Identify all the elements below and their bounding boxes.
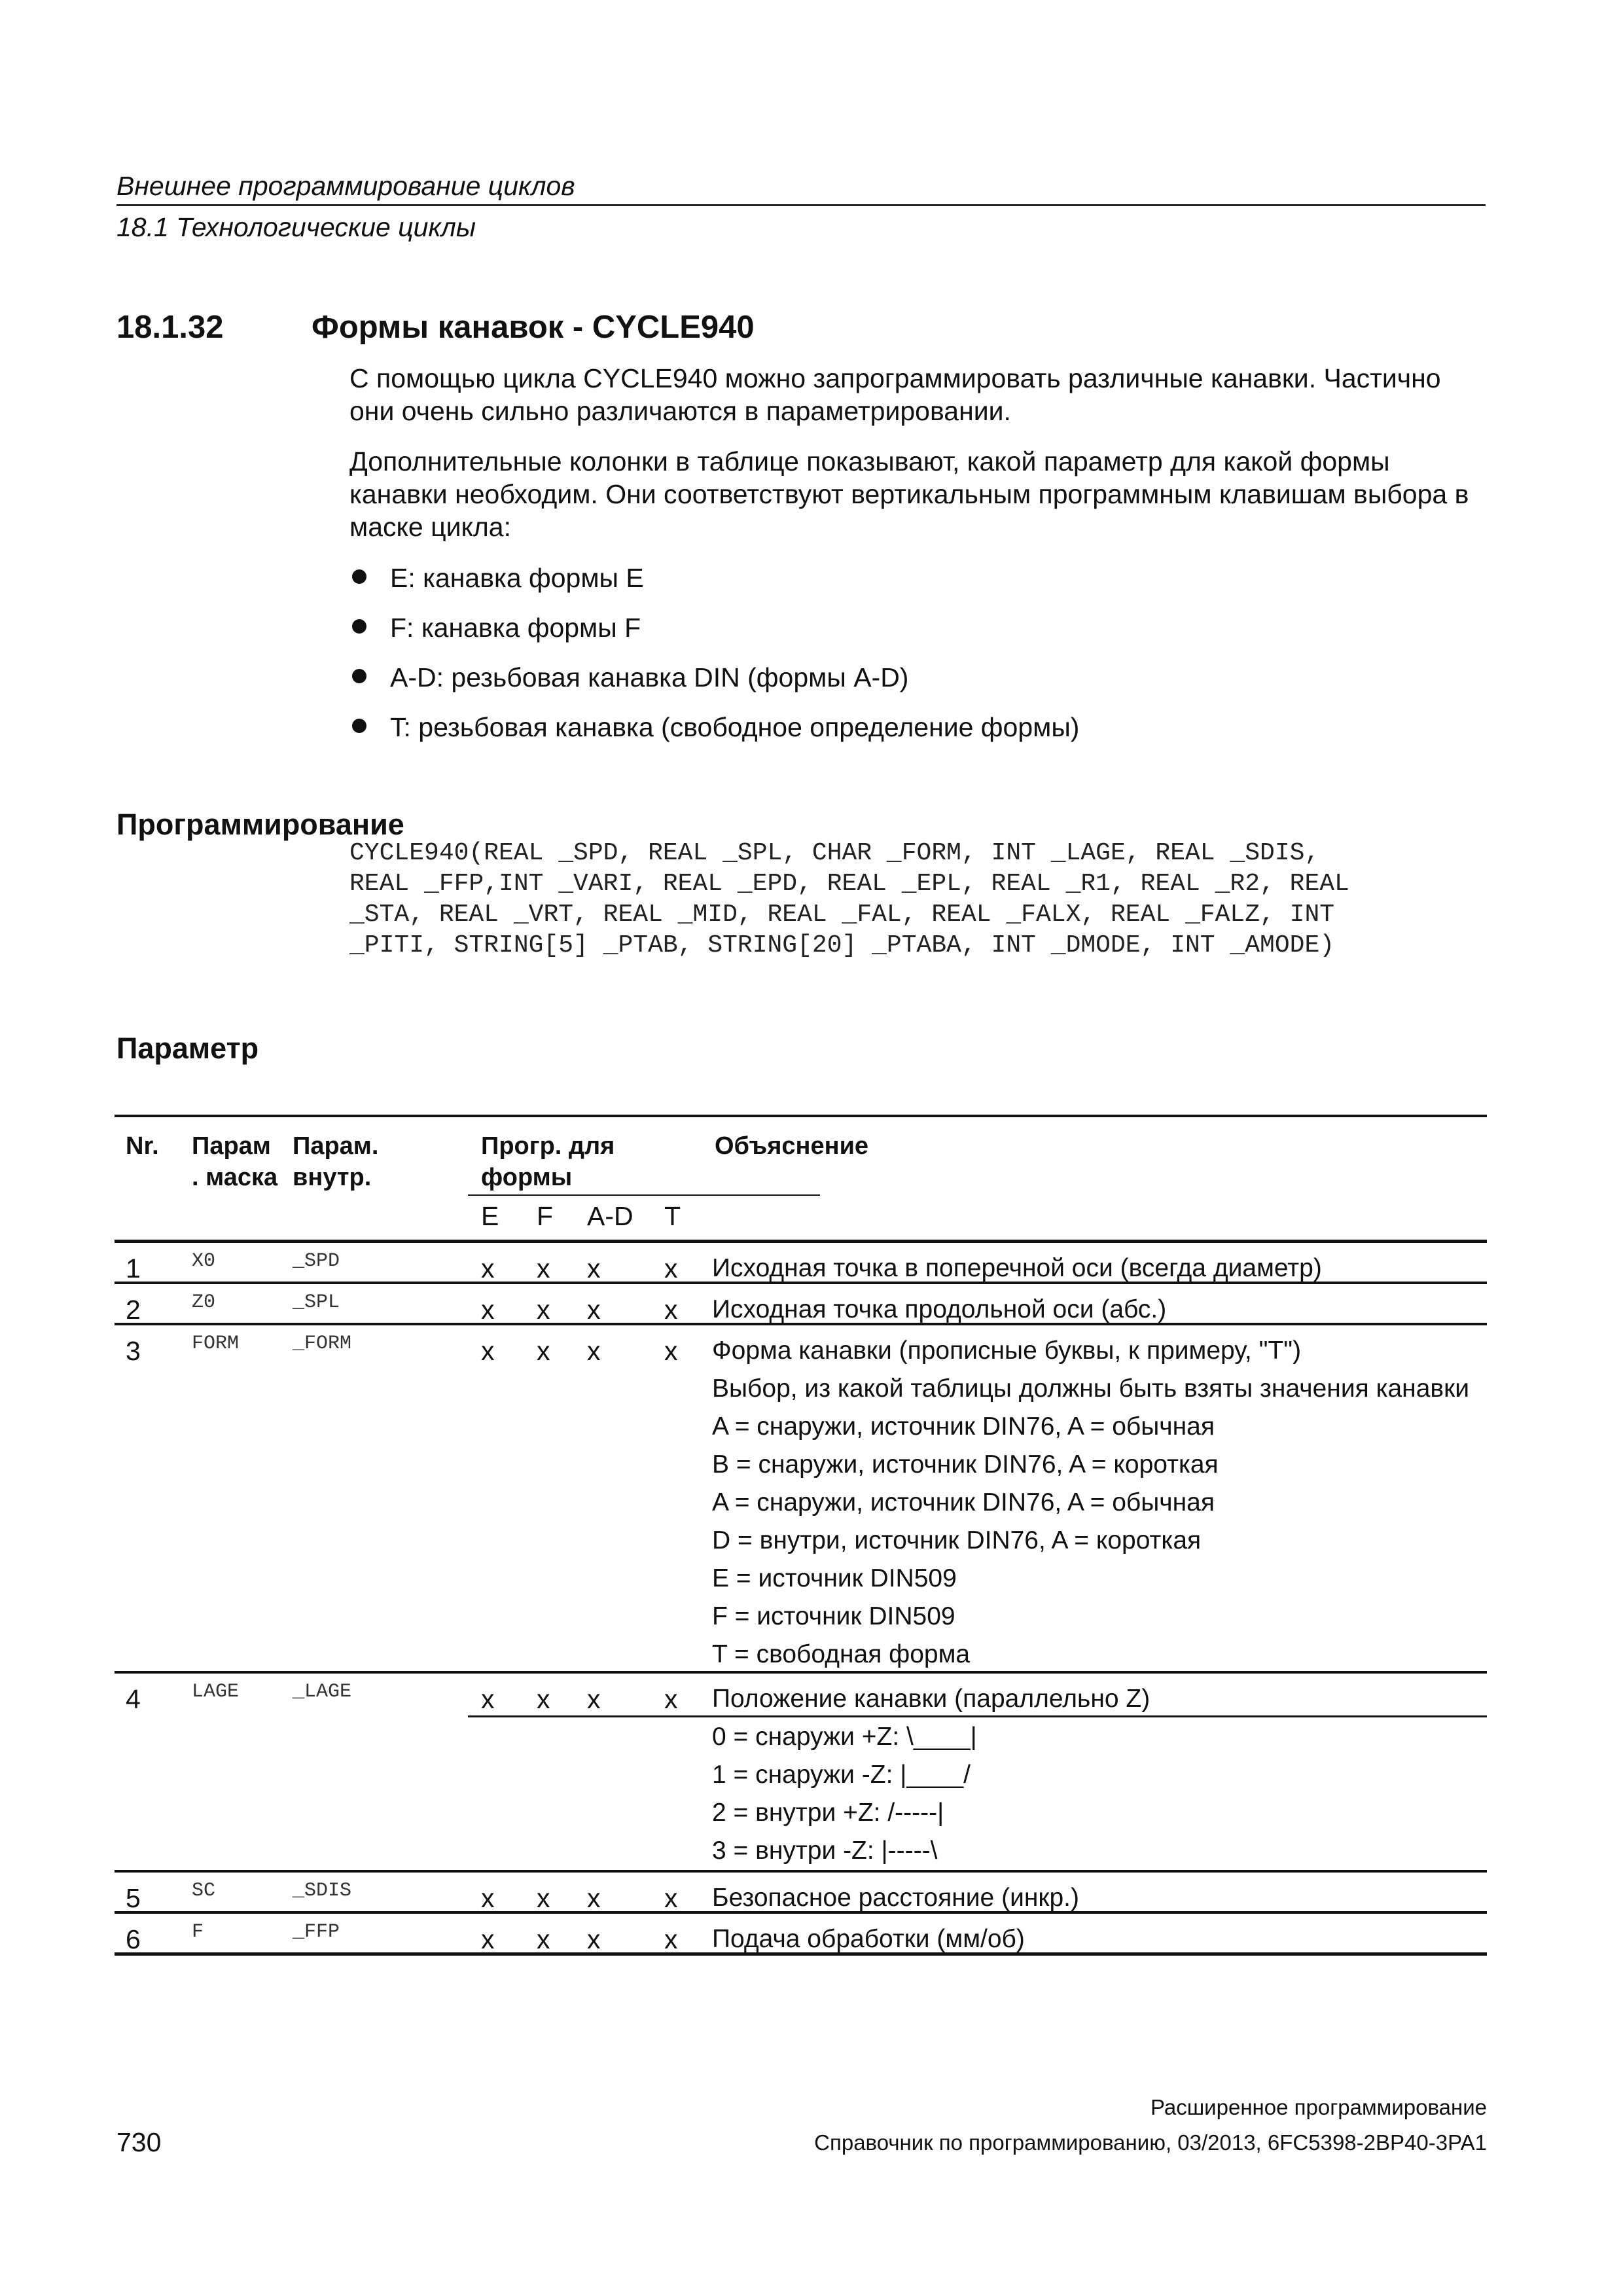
code-line: REAL _FFP,INT _VARI, REAL _EPD, REAL _EPL, REAL _R1, REAL _R2, REAL <box>349 870 1349 898</box>
section-number: 18.1.32 <box>116 310 224 345</box>
bullet-icon <box>352 619 366 634</box>
header-explanation: Объяснение <box>715 1132 869 1160</box>
list-item: E: канавка формы E <box>349 562 1488 611</box>
header-form-f: F <box>537 1201 554 1231</box>
chapter-title: Внешнее программирование циклов <box>116 171 575 201</box>
bullet-icon <box>352 569 366 584</box>
list-item: A-D: резьбовая канавка DIN (формы A-D) <box>349 661 1488 711</box>
bullet-icon <box>352 669 366 683</box>
table-row: 1 X0 _SPD x x x x Исходная точка в поперечной оси (всегда диаметр) <box>115 1243 1487 1284</box>
programming-heading: Программирование <box>116 808 404 841</box>
intro-paragraph-1: С помощью цикла CYCLE940 можно запрограммировать различные канавки. Частично они очень сильно различаются в параметрировании. <box>349 363 1441 426</box>
header-form-ad: A-D <box>587 1201 633 1231</box>
list-item: F: канавка формы F <box>349 611 1488 661</box>
footer-manual-title: Расширенное программирование <box>1150 2095 1487 2119</box>
header-rule <box>116 204 1486 206</box>
footer-reference: Справочник по программированию, 03/2013, 6FC5398-2BP40-3PA1 <box>814 2130 1487 2155</box>
header-form-e: E <box>481 1201 499 1231</box>
header-nr: Nr. <box>126 1132 159 1160</box>
running-header <box>116 169 1486 244</box>
intro-paragraph-2: Дополнительные колонки в таблице показывают, какой параметр для какой формы канавки необходим. Они соответствуют вертикальным программным клавишам выбора в маске цикла: <box>349 446 1469 542</box>
table-row: 2 Z0 _SPL x x x x Исходная точка продольной оси (абс.) <box>115 1284 1487 1325</box>
header-sub-rule <box>468 1194 820 1196</box>
page-number: 730 <box>116 2127 162 2157</box>
code-block <box>349 838 1501 961</box>
list-item: T: резьбовая канавка (свободное определение формы) <box>349 711 1488 761</box>
parameters-heading: Параметр <box>116 1031 259 1065</box>
header-prog-forms: Прогр. для формы <box>481 1132 615 1191</box>
header-mask: Парам . маска <box>192 1132 278 1191</box>
table-header <box>115 1117 1487 1240</box>
section-title: Формы канавок - CYCLE940 <box>312 310 755 345</box>
table-row: 3 FORM _FORM x x x x Форма канавки (прописные буквы, к примеру, "T") Выбор, из какой таблицы должны быть взяты значения канавки A = снаружи, источник DIN76, A = обычная B = снаружи, источник DIN76, A = короткая A = снаружи, источник DIN76, A = обычная D = внутри, источник DIN76, A = короткая E = источник DIN509 F = источник DIN509 T = свободная форма <box>115 1325 1487 1674</box>
section-breadcrumb: 18.1 Технологические циклы <box>116 212 476 242</box>
code-line: _STA, REAL _VRT, REAL _MID, REAL _FAL, REAL _FALX, REAL _FALZ, INT <box>349 901 1335 929</box>
code-line: CYCLE940(REAL _SPD, REAL _SPL, CHAR _FORM, INT _LAGE, REAL _SDIS, <box>349 839 1320 867</box>
header-internal: Парам. внутр. <box>293 1132 379 1191</box>
parameter-table <box>115 1115 1487 1956</box>
table-row: 6 F _FFP x x x x Подача обработки (мм/об) <box>115 1914 1487 1956</box>
form-bullet-list <box>349 562 1488 761</box>
bullet-icon <box>352 719 366 733</box>
code-line: _PITI, STRING[5] _PTAB, STRING[20] _PTABA, INT _DMODE, INT _AMODE) <box>349 931 1335 960</box>
table-row: 4 LAGE _LAGE x x x x Положение канавки (параллельно Z) 0 = снаружи +Z: \____| 1 = снаружи -Z: |____/ 2 = внутри +Z: /-----| 3 = внутри -Z: |-----\ <box>115 1674 1487 1873</box>
table-row: 5 SC _SDIS x x x x Безопасное расстояние (инкр.) <box>115 1873 1487 1914</box>
header-form-t: T <box>664 1201 681 1231</box>
section-heading <box>116 308 755 347</box>
